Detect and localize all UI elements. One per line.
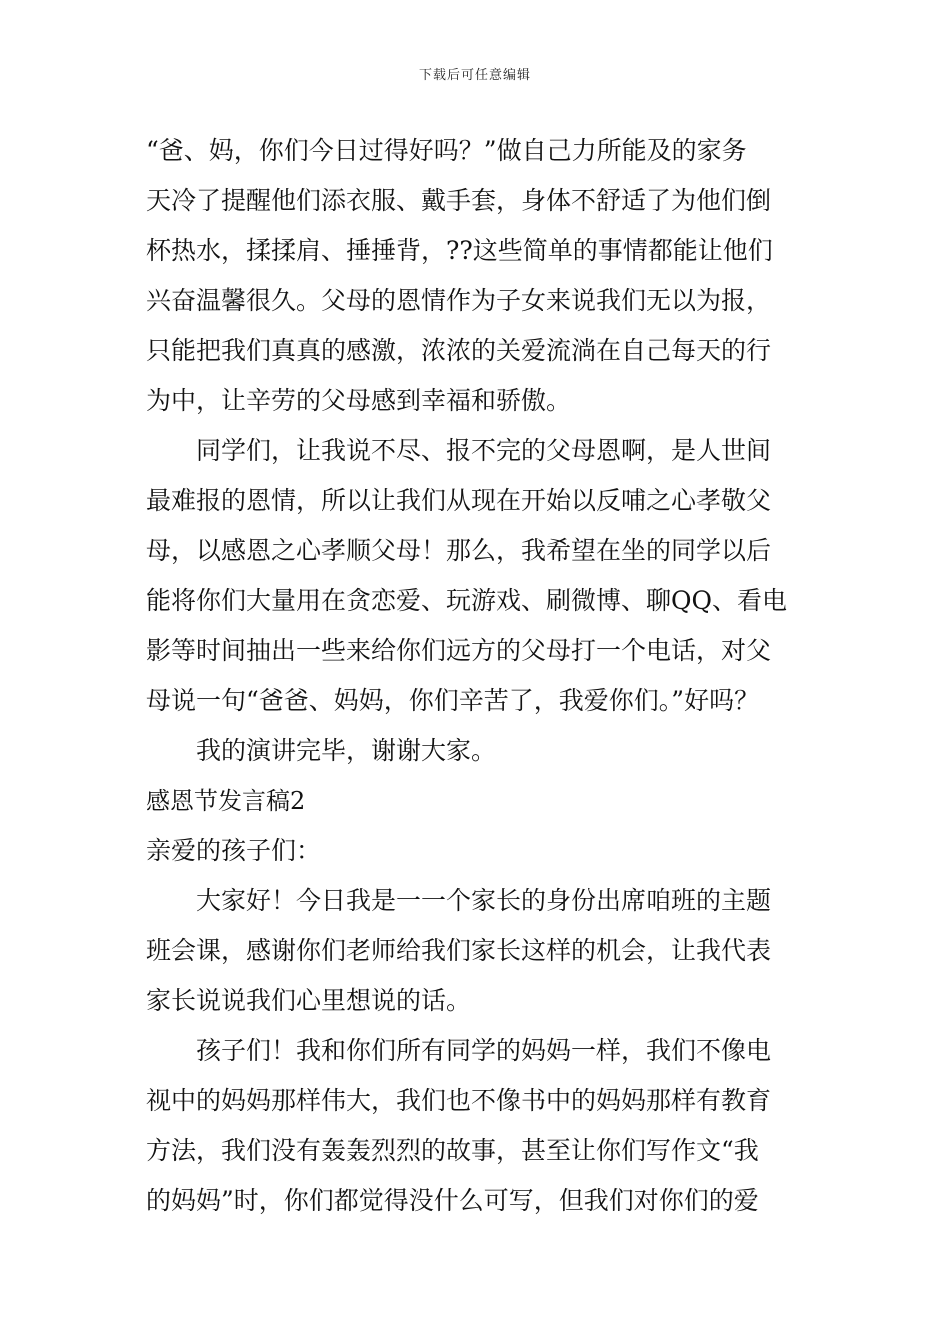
paragraph-start-line: 孩子们！我和你们所有同学的妈妈一样，我们不像电 — [196, 1036, 772, 1065]
body-line: “爸、妈，你们今日过得好吗？”做自己力所能及的家务 — [146, 136, 747, 165]
body-line: 方法，我们没有轰轰烈烈的故事，甚至让你们写作文“我 — [146, 1136, 759, 1165]
body-line: 影等时间抽出一些来给你们远方的父母打一个电话，对父 — [146, 636, 772, 665]
body-line: 为中，让辛劳的父母感到幸福和骄傲。 — [146, 386, 572, 415]
paragraph-start-line: 同学们，让我说不尽、报不完的父母恩啊，是人世间 — [196, 436, 772, 465]
body-line: 母，以感恩之心孝顺父母！那么，我希望在坐的同学以后 — [146, 536, 772, 565]
body-line: 杯热水，揉揉肩、捶捶背，??这些简单的事情都能让他们 — [146, 236, 773, 265]
body-line: 天冷了提醒他们添衣服、戴手套，身体不舒适了为他们倒 — [146, 186, 772, 215]
body-line: 最难报的恩情，所以让我们从现在开始以反哺之心孝敬父 — [146, 486, 772, 515]
section-title: 感恩节发言稿2 — [146, 787, 306, 815]
salutation: 亲爱的孩子们： — [146, 836, 322, 865]
body-line: 家长说说我们心里想说的话。 — [146, 986, 472, 1015]
body-line: 只能把我们真真的感激，浓浓的关爱流淌在自己每天的行 — [146, 336, 772, 365]
body-line: 视中的妈妈那样伟大，我们也不像书中的妈妈那样有教育 — [146, 1086, 772, 1115]
body-line: 母说一句“爸爸、妈妈，你们辛苦了，我爱你们。”好吗？ — [146, 686, 760, 715]
page-header-note: 下载后可任意编辑 — [418, 68, 531, 83]
body-line: 兴奋温馨很久。父母的恩情作为子女来说我们无以为报， — [146, 286, 772, 315]
body-line: 能将你们大量用在贪恋爱、玩游戏、刷微博、聊QQ、看电 — [146, 586, 787, 615]
paragraph-start-line: 我的演讲完毕，谢谢大家。 — [196, 736, 497, 765]
document-body — [146, 126, 810, 1226]
body-line: 的妈妈”时，你们都觉得没什么可写，但我们对你们的爱 — [146, 1186, 759, 1215]
body-line: 班会课，感谢你们老师给我们家长这样的机会，让我代表 — [146, 936, 772, 965]
paragraph-start-line: 大家好！今日我是一一个家长的身份出席咱班的主题 — [196, 886, 772, 915]
